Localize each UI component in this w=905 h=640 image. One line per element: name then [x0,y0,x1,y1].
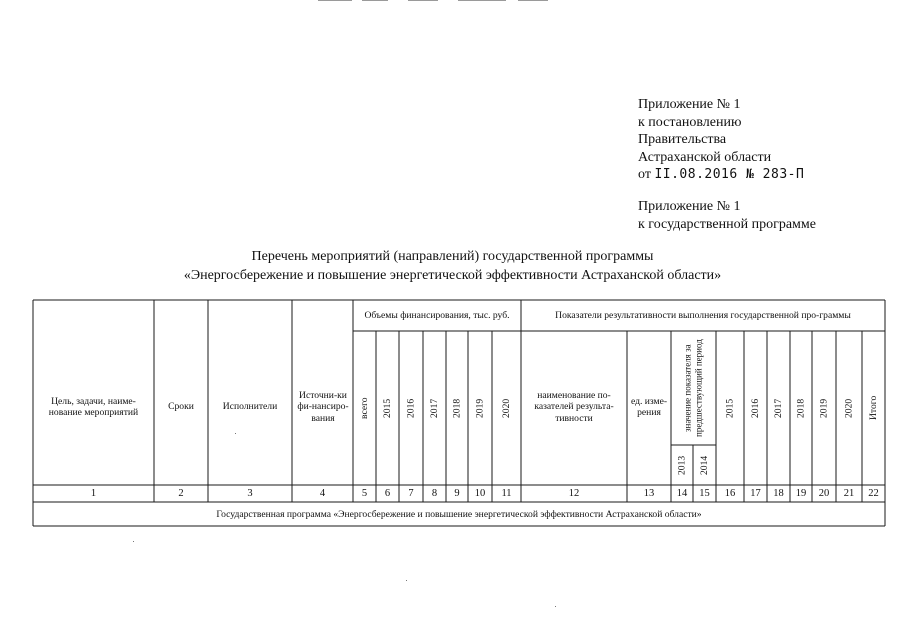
header-funding-total: всего [359,397,370,419]
column-number: 9 [454,488,460,499]
column-number: 19 [795,488,807,499]
column-number: 8 [431,488,438,499]
header-funding-year: 2016 [405,398,417,418]
column-number: 6 [384,488,391,499]
header-indicator-year: 2017 [773,398,784,418]
appendix-line: к постановлению [638,114,742,130]
header-total: Итого [868,395,879,421]
header-funding-group: Объемы финансирования, тыс. руб. [364,309,510,321]
header-indicator-year: 2020 [843,398,855,418]
column-number: 2 [178,488,184,499]
date-prefix: от [638,167,651,182]
scan-speck [555,606,556,607]
header-prev-value: значение показателя за предшествующий период [682,339,704,437]
column-number: 5 [361,488,368,499]
column-number: 13 [643,488,655,499]
column-number: 1 [90,488,97,499]
date-stamp: II.08.2016 № 283-П [654,167,805,182]
column-number: 4 [319,488,326,499]
column-number: 3 [247,488,253,499]
header-indicators-group: Показатели результативности выполнения государственной про-граммы [555,309,851,321]
header-indicator-year: 2016 [750,398,761,418]
header-prev-year: 2014 [699,455,710,475]
scan-speck [235,433,236,434]
header-funding-year: 2017 [429,398,440,418]
column-number: 16 [724,488,736,499]
header-prev-year: 2013 [676,455,688,475]
header-funding-year: 2015 [382,398,393,418]
column-number: 21 [843,488,855,499]
column-number: 10 [474,488,486,499]
appendix-line: Правительства [638,132,727,147]
scan-speck [406,580,407,581]
title-line-1: Перечень мероприятий (направлений) государственной программы [251,249,654,264]
header-funding-year: 2020 [501,398,512,418]
header-indicator-year: 2018 [795,398,807,418]
appendix-line: Приложение № 1 [638,97,741,112]
appendix-line: к государственной программе [638,216,816,232]
column-number: 7 [408,488,414,499]
column-number: 15 [699,488,710,499]
column-number: 17 [750,488,761,499]
appendix-line: Астраханской области [638,149,772,165]
column-number: 14 [676,488,688,499]
scan-speck [133,541,134,542]
header-sources: Источни-ки фи-нансиро-вания [297,389,349,424]
column-number: 18 [773,488,784,499]
header-indicator-name: наименование по-казателей результа-тивности [534,389,614,424]
column-number: 20 [818,488,830,499]
column-number: 12 [568,488,580,499]
column-number: 22 [868,488,879,499]
header-indicator-year: 2015 [724,398,736,418]
column-number: 11 [501,488,512,499]
header-goal: Цель, задачи, наиме-нование мероприятий [48,395,139,418]
header-indicator-year: 2019 [818,398,830,418]
header-terms: Сроки [168,401,194,413]
title-line-2: «Энергосбережение и повышение энергетической эффективности Астраханской области» [183,268,722,283]
header-funding-year: 2018 [451,398,463,418]
header-executors: Исполнители [222,401,278,413]
appendix-line: Приложение № 1 [638,199,741,214]
header-unit: ед. изме-рения [630,395,668,418]
header-funding-year: 2019 [474,398,486,418]
program-row: Государственная программа «Энергосбережение и повышение энергетической эффективности Астраханской области» [216,508,702,520]
